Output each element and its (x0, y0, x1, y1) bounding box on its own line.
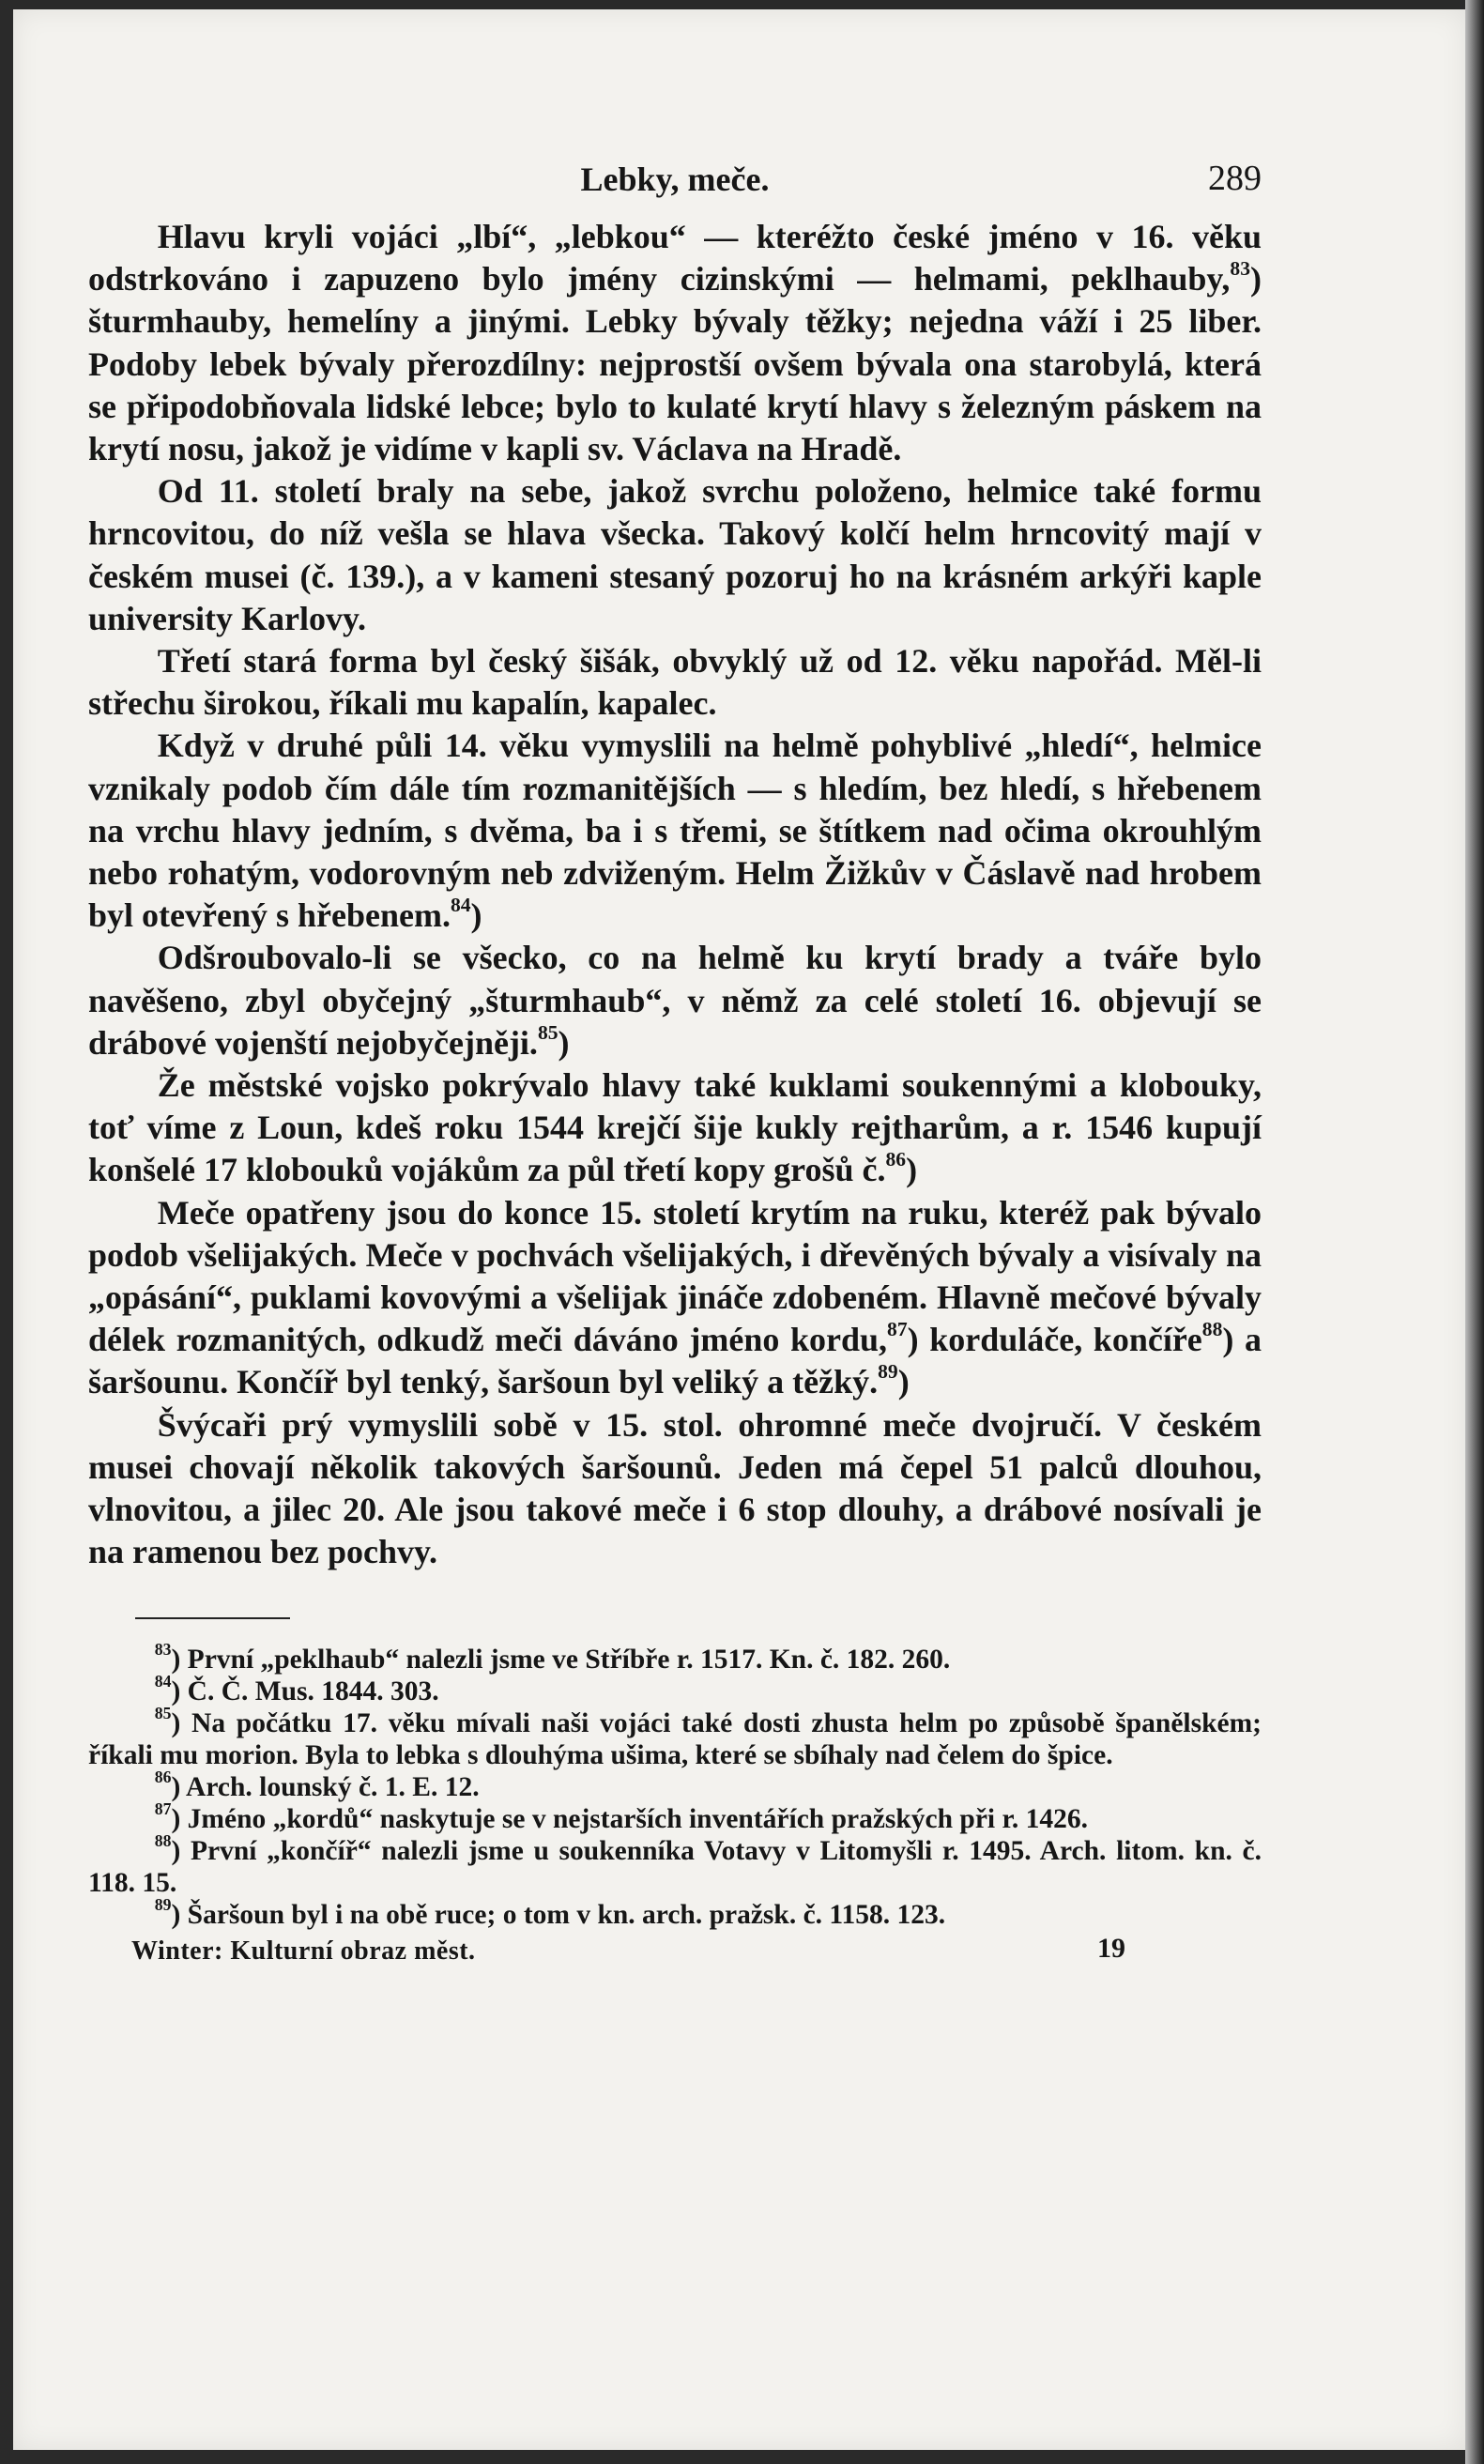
paragraph (88, 640, 1262, 725)
footnote-text: ) Na počátku 17. věku mívali naši vojáci také dosti zhusta helm po způsobě španělském; říkali mu morion. Byla to lebka s dlouhýma ušima, které se sbíhaly nad čelem do špice. (88, 1707, 1262, 1770)
footnote-mark: 84 (154, 1672, 172, 1691)
paragraph (88, 725, 1262, 937)
footnote (88, 1704, 1262, 1771)
paragraph-text: Od 11. století braly na sebe, jakož svrchu položeno, helmice také formu hrncovitou, do níž vešla se hlava všecka. Takový kolčí helm hrncovitý mají v českém musei (č. 139.), a v kameni stesaný pozoruj ho na krásném arkýři kaple university Karlovy. (88, 472, 1262, 637)
paragraph-text: ) šturmhauby, hemelíny a jinými. Lebky bývaly těžky; nejedna váží i 25 liber. Podoby lebek bývaly přerozdílny: nejprostší ovšem bývala ona starobylá, která se připodobňovala lidské lebce; bylo to kulaté krytí hlavy s železným páskem na krytí nosu, jakož je vidíme v kapli sv. Václava na Hradě. (88, 260, 1262, 468)
footnote-mark: 85 (154, 1704, 172, 1723)
footnote-reference: 89 (878, 1360, 898, 1384)
paragraph-text: Třetí stará forma byl český šišák, obvyklý už od 12. věku napořád. Měl-li střechu širokou, říkali mu kapalín, kapalec. (88, 642, 1262, 723)
footnote-text: ) První „končíř“ nalezli jsme u soukenníka Votavy v Litomyšli r. 1495. Arch. litom. kn. č. 118. 15. (88, 1835, 1262, 1898)
footnote-rule (135, 1617, 290, 1619)
footnote-reference: 86 (885, 1148, 907, 1171)
paragraph-text: ) a šaršounu. Končíř byl tenký, šaršoun byl veliký a těžký. (88, 1321, 1262, 1401)
footnote (88, 1799, 1262, 1835)
paragraph-text: Hlavu kryli vojáci „lbí“, „lebkou“ — kteréžto české jméno v 16. věku odstrkováno i zapuzeno bylo jmény cizinskými — helmami, peklhauby, (88, 218, 1262, 298)
signature-number: 19 (1097, 1932, 1125, 1964)
footnote-reference: 83 (1230, 256, 1250, 280)
footnote (88, 1640, 1262, 1676)
footnote-reference: 85 (537, 1020, 558, 1044)
footnote-reference: 88 (1201, 1318, 1223, 1341)
paragraph-text: Meče opatřeny jsou do konce 15. století krytím na ruku, kteréž pak bývalo podob všelijakých. Meče v pochvách všelijakých, i dřevěných bývaly a visívaly na „opásání“, puklami kovovými a všelijak jináče zdobeném. Hlavně mečové bývaly délek rozmanitých, odkudž meči dáváno jméno kordu, (88, 1193, 1262, 1359)
footnote-mark: 87 (154, 1799, 172, 1819)
paragraph-text: ) (897, 1363, 910, 1401)
footnote-mark: 86 (154, 1768, 172, 1787)
footnotes (88, 1640, 1262, 1931)
paragraph (88, 1404, 1262, 1574)
paragraph-text: ) (470, 896, 482, 935)
paragraph-text: ) (558, 1023, 570, 1062)
signature-mark: Winter: Kulturní obraz měst. (131, 1936, 476, 1966)
footnote-text: ) První „peklhaub“ nalezli jsme ve Stříbře r. 1517. Kn. č. 182. 260. (171, 1644, 951, 1675)
footnote-text: ) Šaršoun byl i na obě ruce; o tom v kn. arch. pražsk. č. 1158. 123. (171, 1899, 946, 1930)
footnote-mark: 89 (154, 1895, 172, 1915)
body-text (88, 216, 1262, 1574)
footnote-text: ) Arch. lounský č. 1. E. 12. (171, 1771, 480, 1802)
paragraph-text: ) (906, 1151, 918, 1189)
book-page (13, 9, 1466, 2450)
paragraph (88, 470, 1262, 640)
paragraph (88, 216, 1262, 470)
signature-line (88, 1933, 1262, 1970)
footnote (88, 1831, 1262, 1899)
paragraph-text: Švýcaři prý vymyslili sobě v 15. stol. ohromné meče dvojručí. V českém musei chovají několik takových šaršounů. Jeden má čepel 51 palců dlouhou, vlnovitou, a jilec 20. Ale jsou takové meče i 6 stop dlouhy, a drábové nosívali je na ramenou bez pochvy. (88, 1405, 1262, 1571)
binding-edge (1465, 0, 1484, 2464)
footnote-text: ) Jméno „kordů“ naskytuje se v nejstarších inventářích pražských při r. 1426. (171, 1803, 1089, 1834)
paragraph (88, 1192, 1262, 1404)
footnote-reference: 87 (887, 1318, 908, 1341)
footnote (88, 1895, 1262, 1931)
paragraph-text: ) korduláče, končíře (907, 1321, 1202, 1359)
text-block (88, 150, 1262, 1970)
footnote-text: ) Č. Č. Mus. 1844. 303. (171, 1676, 439, 1706)
page-number: 289 (1208, 159, 1262, 198)
footnote-reference: 84 (450, 894, 471, 917)
running-head (88, 150, 1262, 216)
paragraph-text: Že městské vojsko pokrývalo hlavy také kuklami soukennými a klobouky, toť víme z Loun, kdeš roku 1544 krejčí šije kukly rejtharům, a r. 1546 kupují konšelé 17 klobouků vojákům za půl třetí kopy grošů č. (88, 1066, 1262, 1189)
running-title: Lebky, meče. (580, 161, 770, 198)
footnote-mark: 88 (154, 1831, 172, 1851)
paragraph (88, 1064, 1262, 1192)
footnote-mark: 83 (154, 1640, 172, 1660)
paragraph-text: Když v druhé půli 14. věku vymyslili na helmě pohyblivé „hledí“, helmice vznikaly podob čím dále tím rozmanitějších — s hledím, bez hledí, s hřebenem na vrchu hlavy jedním, s dvěma, ba i s třemi, se štítkem nad očima okrouhlým nebo rohatým, vodorovným neb zdviženým. Helm Žižkův v Čáslavě nad hrobem byl otevřený s hřebenem. (88, 727, 1262, 935)
paragraph-text: Odšroubovalo-li se všecko, co na helmě ku krytí brady a tváře bylo navěšeno, zbyl obyčejný „šturmhaub“, v němž za celé století 16. objevují se drábové vojenští nejobyčejněji. (88, 939, 1262, 1062)
footnote (88, 1768, 1262, 1803)
footnote (88, 1672, 1262, 1707)
paragraph (88, 937, 1262, 1064)
